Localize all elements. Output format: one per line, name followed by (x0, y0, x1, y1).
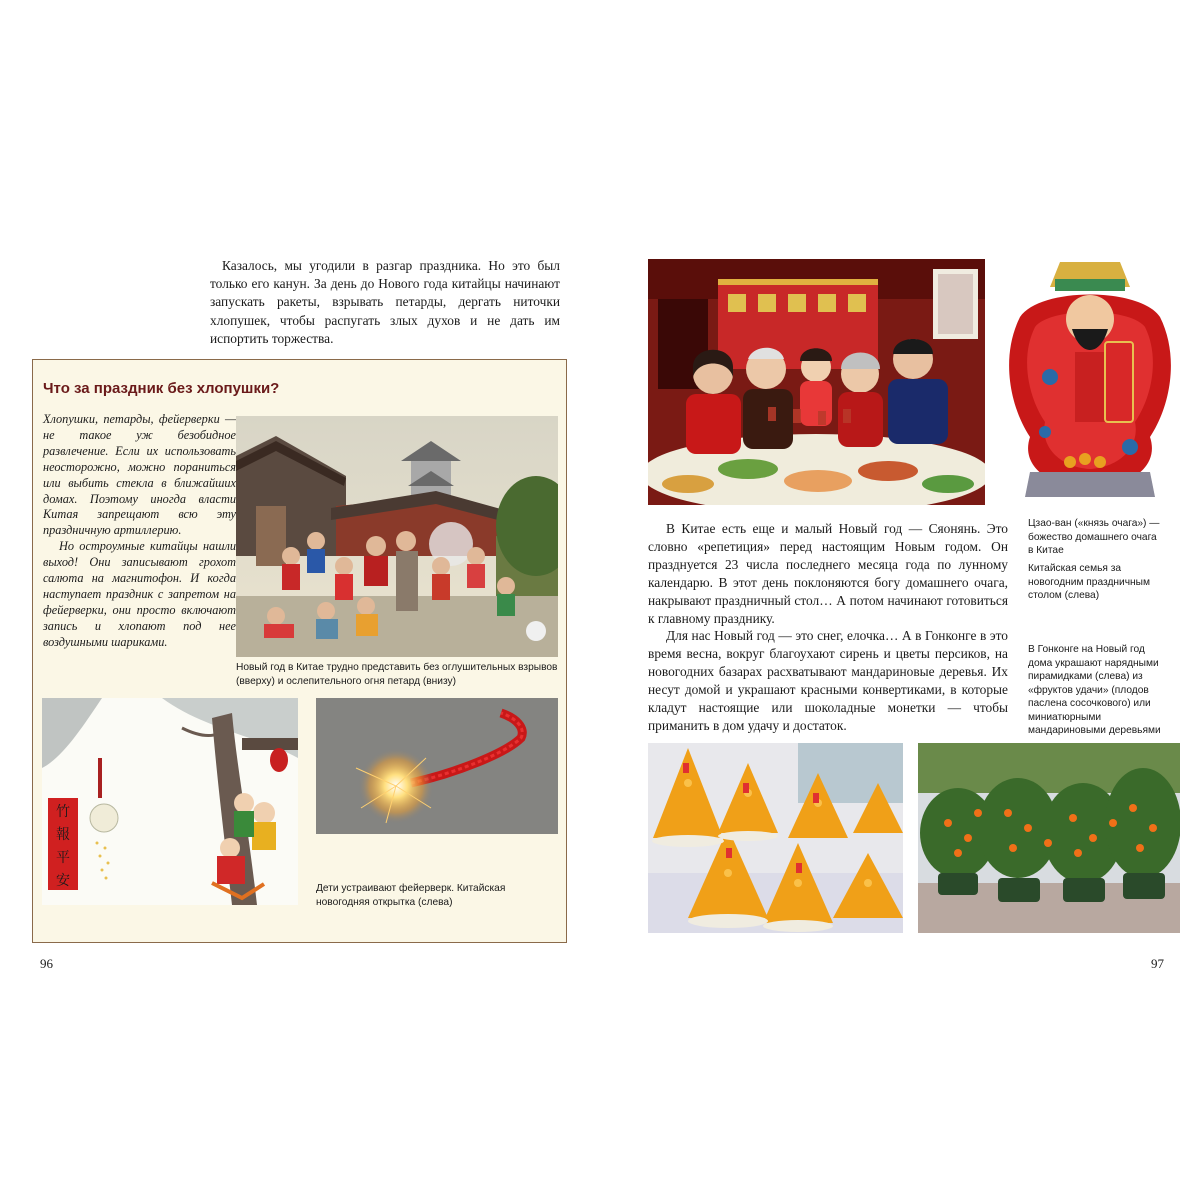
photo-firecracker (316, 698, 558, 834)
new-year-card (42, 698, 298, 905)
image-tsao-wang-god (1000, 257, 1180, 505)
caption-card: Дети устраивают фейерверк. Китайская новогодняя открытка (слева) (316, 883, 506, 908)
card-characters (48, 799, 78, 891)
page-number-right: 97 (1151, 956, 1164, 971)
caption-hongkong: В Гонконге на Новый год дома украшают нарядными пирамидками (слева) из «фруктов удачи» (плодов паслена сосочкового) или миниатюрными мандариновыми деревьями (1028, 644, 1161, 736)
page-number-left: 96 (40, 956, 53, 971)
photo-mandarin-trees (918, 743, 1180, 933)
sidebar-paragraph-1: Хлопушки, петарды, фейерверки — не такое уж безобидное развлечение. Если их использовать неосторожно, можно пораниться или выбить стекла в ближайших домах. Поэтому иногда власти Китая запрещают всю эту праздничную артиллерию. (43, 412, 236, 538)
painting-children-firecrackers (236, 416, 558, 657)
right-paragraph-2: Для нас Новый год — это снег, елочка… А в Гонконге в это время весна, вокруг благоухают сирень и цветы персиков, на новогодних базарах расхватывают мандариновые деревья. Их несут домой и украшают красными конвертиками, в которые кладут настоящие или шоколадные монетки — чтобы приманить в дом удачу и достаток. (648, 628, 1008, 733)
card-character-4: 安 (56, 872, 70, 889)
caption-painting: Новый год в Китае трудно представить без оглушительных взрывов (вверху) и ослепительного огня петард (внизу) (236, 662, 558, 687)
intro-text-block (210, 257, 560, 348)
card-character-2: 報 (56, 826, 70, 843)
sidebar-paragraph-2: Но остроумные китайцы нашли выход! Они записывают грохот салюта на магнитофон. И когда наступает праздник с запретом на фейерверки, они просто включают запись и хлопают под нее воздушными шариками. (43, 539, 236, 649)
right-body-text (648, 520, 1008, 735)
card-character-1: 竹 (56, 803, 70, 820)
sidebar-text (43, 412, 236, 651)
photo-fruit-pyramids (648, 743, 903, 933)
sidebar-title: Что за праздник без хлопушки? (43, 380, 280, 397)
card-character-3: 平 (56, 849, 70, 866)
caption-family: Китайская семья за новогодним праздничным столом (слева) (1028, 563, 1150, 601)
photo-family-dinner (648, 259, 985, 505)
intro-paragraph: Казалось, мы угодили в разгар праздника. Но это был только его канун. За день до Нового года китайцы начинают запускать ракеты, взрывать петарды, дергать ниточки хлопушек, чтобы распугать злых духов и не дать им испортить торжества. (210, 258, 560, 346)
right-paragraph-1: В Китае есть еще и малый Новый год — Сяонянь. Это словно «репетиция» перед настоящим Новым годом. Он празднуется 23 числа последнего месяца года по лунному календарю. В этот день поклоняются богу домашнего очага, накрывают праздничный стол… А потом начинают готовиться к главному празднику. (648, 521, 1008, 626)
caption-tsao-wang: Цзао-ван («князь очага») — божество домашнего очага в Китае (1028, 518, 1160, 556)
